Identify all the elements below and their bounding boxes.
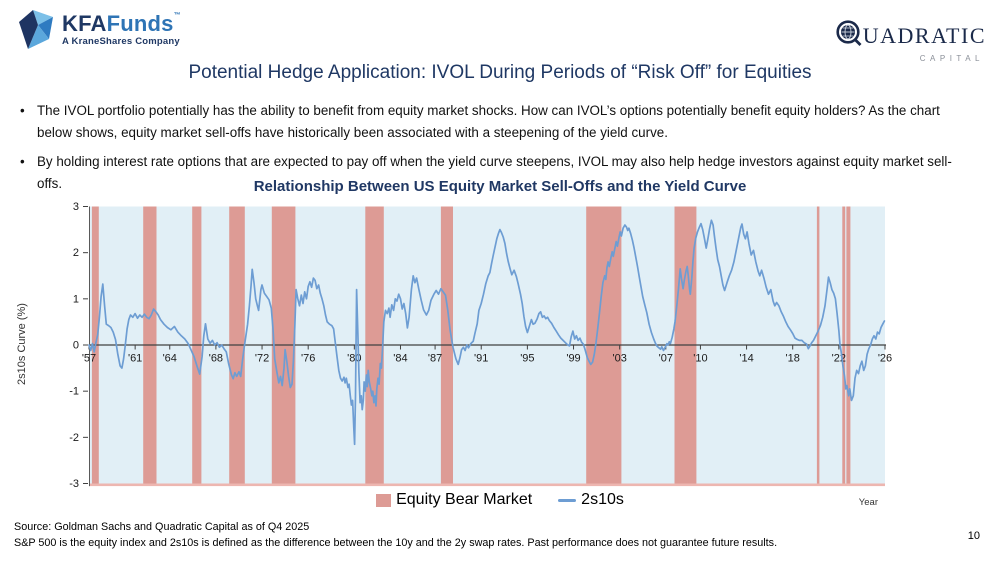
y-tick-label: 3 [72,201,79,213]
bullet-item: • The IVOL portfolio potentially has the ability to benefit from equity market shocks. How can IVOL’s options potentially benefit equity holders? As the chart below shows, equity market sell-offs have historically been associated with a steepening of the yield curve. [15,100,967,143]
y-tick-label: -2 [69,431,79,444]
bullet-item: • By holding interest rate options that are expected to pay off when the yield curve steepens, IVOL may also help hedge investors against equity market sell-offs. [15,151,967,194]
x-tick-label: '14 [739,352,754,365]
x-tick-label: '57 [81,352,97,365]
y-tick-label: 0 [72,339,79,352]
x-tick-label: '84 [393,352,408,365]
legend-label: 2s10s [581,491,624,508]
kfa-brand-text: KFA [62,11,107,36]
x-axis-title: Year [858,497,878,508]
kfa-tagline: A KraneShares Company [62,36,180,48]
chart-title: Relationship Between US Equity Market Sell-Offs and the Yield Curve [253,178,747,195]
x-tick-label: '07 [658,352,673,365]
x-tick-label: '68 [208,352,224,365]
legend-item-bear-market [376,491,532,509]
line-swatch-icon [558,499,576,502]
y-tick-label: -1 [69,385,79,398]
x-tick-label: '72 [254,352,270,365]
chart-legend [0,491,1000,509]
x-tick-label: '64 [162,352,177,365]
disclaimer-text: S&P 500 is the equity index and 2s10s is defined as the difference between the 10y and the 2y swap rates. Past performance does not guarantee future results. [14,537,778,549]
funds-brand-text: Funds [106,11,174,36]
y-tick-label: -3 [69,478,79,490]
x-tick-label: '95 [520,352,535,365]
page-number: 10 [967,530,980,542]
x-tick-label: '76 [301,352,316,365]
y-tick-label: 2 [72,247,79,260]
x-tick-label: '18 [785,352,800,365]
x-tick-label: '61 [127,352,143,365]
x-tick-label: '91 [474,352,489,365]
trademark-symbol: ™ [173,12,181,19]
x-tick-label: '22 [831,352,847,365]
y-axis-title: 2s10s Curve (%) [16,303,28,385]
y-tick-label: 1 [72,293,79,306]
page-title: Potential Hedge Application: IVOL During Periods of “Risk Off” for Equities [188,62,812,83]
y-axis-ticks [69,201,88,490]
source-text: Source: Goldman Sachs and Quadratic Capital as of Q4 2025 [14,521,310,533]
x-tick-label: '80 [347,352,362,365]
x-tick-label: '10 [693,352,708,365]
legend-label: Equity Bear Market [396,491,533,508]
x-tick-label: '99 [566,352,581,365]
x-tick-label: '87 [427,352,443,365]
x-tick-label: '03 [612,352,627,365]
quadratic-wordmark: UADRATIC [862,22,986,48]
bear-market-swatch-icon [376,494,391,507]
legend-item-2s10s [558,491,624,509]
capital-caption: CAPITAL [919,54,984,63]
x-tick-label: '26 [877,352,893,365]
plot-bottom-border [89,484,885,487]
